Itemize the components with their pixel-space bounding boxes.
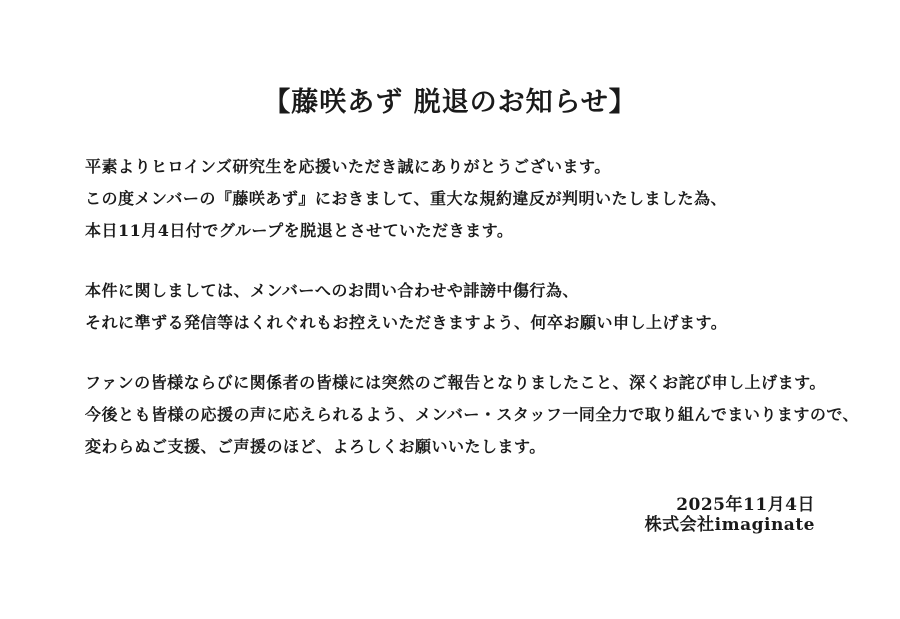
paragraph-request [85,275,830,339]
body-line: 変わらぬご支援、ご声援のほど、よろしくお願いいたします。 [85,437,546,456]
body-line: 今後とも皆様の応援の声に応えられるよう、メンバー・スタッフ一同全力で取り組んでまいりますので、 [85,405,860,424]
notice-title: 【藤咲あず 脱退のお知らせ】 [263,87,637,118]
signature-company: 株式会社imaginate [644,515,815,535]
body-line: この度メンバーの『藤咲あず』におきまして、重大な規約違反が判明いたしました為、 [85,189,728,208]
body-line: 本日11月4日付でグループを脱退とさせていただきます。 [85,221,514,240]
signature-date: 2025年11月4日 [676,495,815,515]
body-line: 平素よりヒロインズ研究生を応援いただき誠にありがとうございます。 [85,157,611,176]
notice-body [85,151,860,463]
signature-block [645,495,815,535]
body-line: ファンの皆様ならびに関係者の皆様には突然のご報告となりましたこと、深くお詫び申し上げます。 [85,373,826,392]
body-line: それに準ずる発信等はくれぐれもお控えいただきますよう、何卒お願い申し上げます。 [85,313,728,332]
body-line: 本件に関しましては、メンバーへのお問い合わせや誹謗中傷行為、 [85,281,579,300]
paragraph-intro [85,151,830,247]
paragraph-apology [85,367,860,463]
